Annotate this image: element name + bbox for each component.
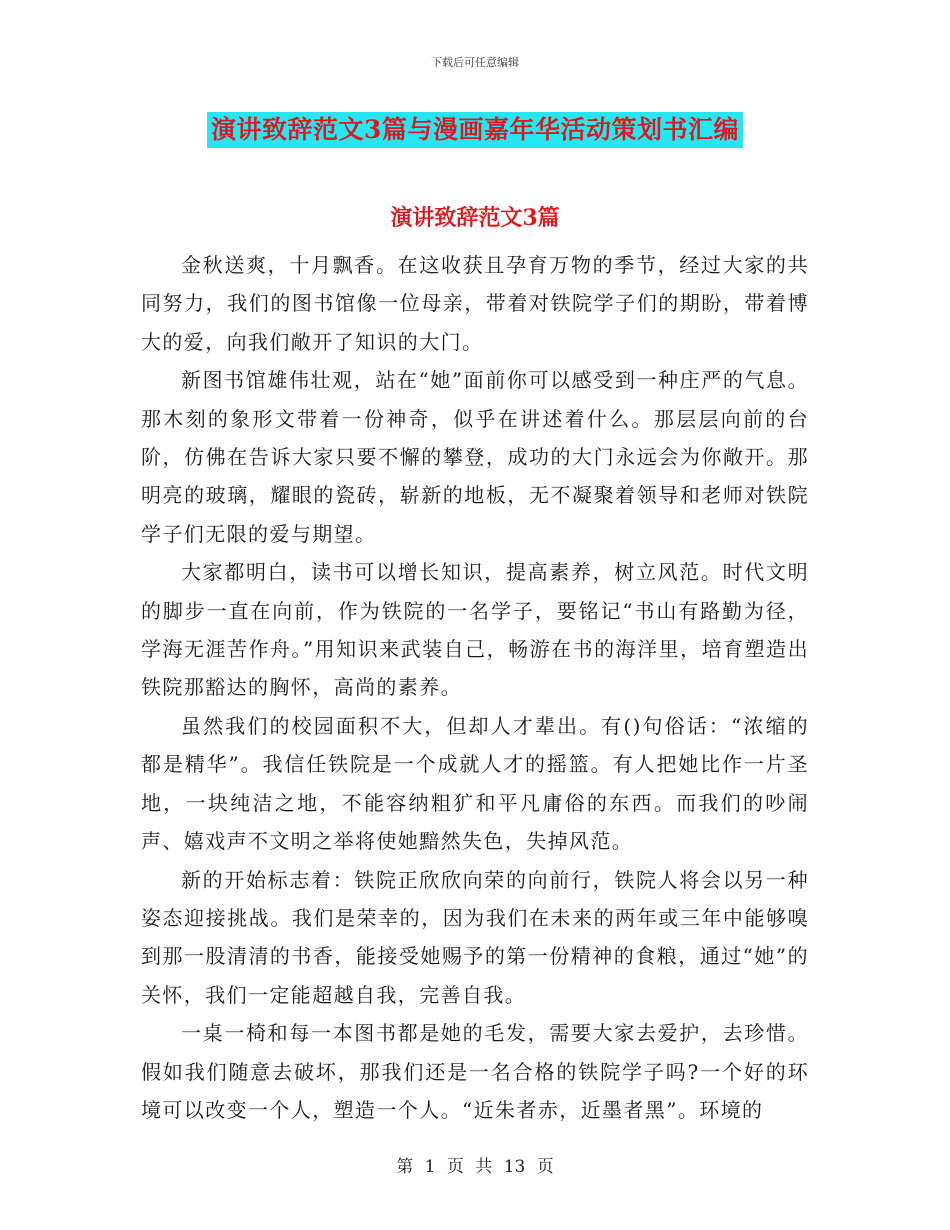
- paragraph: 新图书馆雄伟壮观，站在“她”面前你可以感受到一种庄严的气息。那木刻的象形文带着一份神奇，似乎在讲述着什么。那层层向前的台阶，仿佛在告诉大家只要不懈的攀登，成功的大门永远会为你敞开。那明亮的玻璃，耀眼的瓷砖，崭新的地板，无不凝聚着领导和老师对铁院学子们无限的爱与期望。: [141, 368, 809, 546]
- page-header-note: 下载后可任意编辑: [431, 56, 519, 69]
- section-title: 演讲致辞范文3篇: [390, 205, 560, 231]
- paragraph: 虽然我们的校园面积不大，但却人才辈出。有()句俗话：“浓缩的都是精华”。我信任铁院是一个成就人才的摇篮。有人把她比作一片圣地，一块纯洁之地，不能容纳粗犷和平凡庸俗的东西。而我们的吵闹声、嬉戏声不文明之举将使她黯然失色，失掉风范。: [141, 713, 809, 854]
- paragraph: 大家都明白，读书可以增长知识，提高素养，树立风范。时代文明的脚步一直在向前，作为铁院的一名学子，要铭记“书山有路勤为径，学海无涯苦作舟。”用知识来武装自己，畅游在书的海洋里，培育塑造出铁院那豁达的胸怀，高尚的素养。: [141, 560, 809, 700]
- document-title-container: [0, 112, 950, 148]
- page-number: 第 1 页 共 13 页: [396, 1157, 554, 1177]
- body-text: [141, 246, 809, 1129]
- paragraph: 金秋送爽，十月飘香。在这收获且孕育万物的季节，经过大家的共同努力，我们的图书馆像一位母亲，带着对铁院学子们的期盼，带着博大的爱，向我们敞开了知识的大门。: [141, 253, 809, 354]
- paragraph: 新的开始标志着：铁院正欣欣向荣的向前行，铁院人将会以另一种姿态迎接挑战。我们是荣幸的，因为我们在未来的两年或三年中能够嗅到那一股清清的书香，能接受她赐予的第一份精神的食粮，通过“她”的关怀，我们一定能超越自我，完善自我。: [141, 867, 809, 1007]
- document-title: 演讲致辞范文3篇与漫画嘉年华活动策划书汇编: [207, 112, 743, 148]
- paragraph: 一桌一椅和每一本图书都是她的毛发，需要大家去爱护，去珍惜。假如我们随意去破坏，那我们还是一名合格的铁院学子吗?一个好的环境可以改变一个人，塑造一个人。“近朱者赤，近墨者黑”。环境的: [141, 1021, 809, 1122]
